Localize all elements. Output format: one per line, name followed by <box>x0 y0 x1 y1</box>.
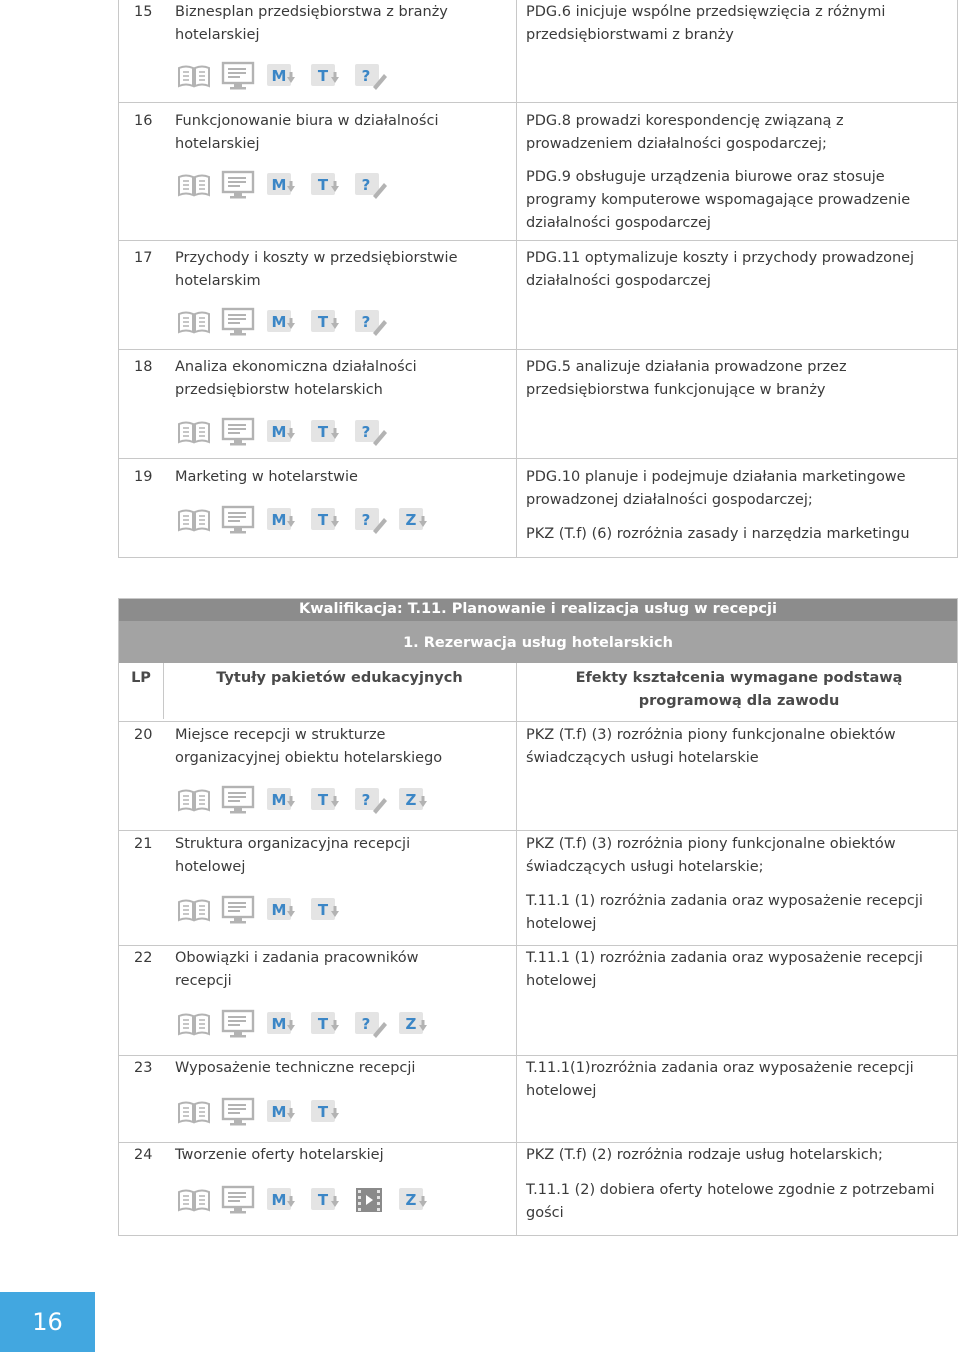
learning-effect: PDG.6 inicjuje wspólne przedsięwzięcia z różnymi przedsiębiorstwami z branży <box>526 4 886 43</box>
icon-letter: ? <box>361 791 371 809</box>
book-icon[interactable] <box>177 1097 211 1127</box>
z-download-icon[interactable] <box>397 1185 431 1215</box>
monitor-icon[interactable] <box>221 505 255 535</box>
column-divider <box>516 663 517 1235</box>
book-icon[interactable] <box>177 505 211 535</box>
row-number: 18 <box>134 359 153 375</box>
learning-effect: PDG.8 prowadzi korespondencję związaną z prowadzeniem działalności gospodarczej; <box>526 113 844 152</box>
bottom-table <box>118 598 958 1236</box>
row-number: 17 <box>134 250 153 266</box>
package-title: Miejsce recepcji w strukturze organizacyjnej obiektu hotelarskiego <box>175 727 443 766</box>
book-icon[interactable] <box>177 785 211 815</box>
learning-effect: PDG.9 obsługuje urządzenia biurowe oraz stosuje programy komputerowe wspomagające prowadzenie działalności gospodarczej <box>526 169 911 231</box>
monitor-icon[interactable] <box>221 307 255 337</box>
m-download-icon[interactable] <box>265 61 299 91</box>
column-header-titles: Tytuły pakietów edukacyjnych <box>216 670 463 686</box>
z-download-icon[interactable] <box>397 505 431 535</box>
icon-letter: M <box>271 1191 287 1209</box>
film-icon[interactable] <box>353 1185 387 1215</box>
book-icon[interactable] <box>177 61 211 91</box>
icon-letter: M <box>271 511 287 529</box>
t-download-icon[interactable] <box>309 417 343 447</box>
m-download-icon[interactable] <box>265 417 299 447</box>
resource-icons <box>177 505 441 535</box>
learning-effect: T.11.1 (2) dobiera oferty hotelowe zgodnie z potrzebami gości <box>526 1182 935 1221</box>
t-download-icon[interactable] <box>309 1009 343 1039</box>
column-header-lp: LP <box>131 670 151 686</box>
book-icon[interactable] <box>177 307 211 337</box>
z-download-icon[interactable] <box>397 785 431 815</box>
icon-letter: ? <box>361 1015 371 1033</box>
package-title: Obowiązki i zadania pracowników recepcji <box>175 950 419 989</box>
resource-icons <box>177 895 353 925</box>
qualification-title: Kwalifikacja: T.11. Planowanie i realizacja usług w recepcji <box>299 601 777 617</box>
monitor-icon[interactable] <box>221 1185 255 1215</box>
top-table <box>118 0 958 558</box>
m-download-icon[interactable] <box>265 505 299 535</box>
learning-effect: T.11.1 (1) rozróżnia zadania oraz wyposażenie recepcji hotelowej <box>526 893 923 932</box>
row-divider <box>119 240 957 241</box>
package-title: Tworzenie oferty hotelarskiej <box>175 1147 384 1163</box>
learning-effect: PKZ (T.f) (6) rozróżnia zasady i narzędzia marketingu <box>526 526 910 542</box>
learning-effect: PDG.5 analizuje działania prowadzone przez przedsiębiorstwa funkcjonujące w branży <box>526 359 847 398</box>
package-title: Biznesplan przedsiębiorstwa z branży hotelarskiej <box>175 4 448 43</box>
z-download-icon[interactable] <box>397 1009 431 1039</box>
row-divider <box>119 945 957 946</box>
resource-icons <box>177 307 397 337</box>
resource-icons <box>177 1009 441 1039</box>
question-edit-icon[interactable] <box>353 61 387 91</box>
row-number: 22 <box>134 950 153 966</box>
row-divider <box>119 1142 957 1143</box>
monitor-icon[interactable] <box>221 1097 255 1127</box>
icon-letter: ? <box>361 423 371 441</box>
question-edit-icon[interactable] <box>353 170 387 200</box>
question-edit-icon[interactable] <box>353 417 387 447</box>
icon-letter: Z <box>405 1191 417 1209</box>
icon-letter: ? <box>361 313 371 331</box>
icon-letter: T <box>317 791 329 809</box>
icon-letter: Z <box>405 1015 417 1033</box>
learning-effect: T.11.1(1)rozróżnia zadania oraz wyposażenie recepcji hotelowej <box>526 1060 914 1099</box>
monitor-icon[interactable] <box>221 417 255 447</box>
t-download-icon[interactable] <box>309 307 343 337</box>
book-icon[interactable] <box>177 895 211 925</box>
icon-letter: M <box>271 423 287 441</box>
column-divider <box>516 0 517 557</box>
icon-letter: T <box>317 511 329 529</box>
row-number: 16 <box>134 113 153 129</box>
icon-letter: M <box>271 901 287 919</box>
icon-letter: M <box>271 791 287 809</box>
learning-effect: PDG.10 planuje i podejmuje działania marketingowe prowadzonej działalności gospodarczej; <box>526 469 906 508</box>
question-edit-icon[interactable] <box>353 505 387 535</box>
question-edit-icon[interactable] <box>353 785 387 815</box>
section-subtitle: 1. Rezerwacja usług hotelarskich <box>403 635 673 651</box>
monitor-icon[interactable] <box>221 895 255 925</box>
row-number: 20 <box>134 727 153 743</box>
learning-effect: PKZ (T.f) (3) rozróżnia piony funkcjonalne obiektów świadczących usługi hotelarskie; <box>526 836 896 875</box>
monitor-icon[interactable] <box>221 170 255 200</box>
t-download-icon[interactable] <box>309 505 343 535</box>
book-icon[interactable] <box>177 1009 211 1039</box>
book-icon[interactable] <box>177 1185 211 1215</box>
row-divider <box>119 830 957 831</box>
learning-effect: PKZ (T.f) (2) rozróżnia rodzaje usług hotelarskich; <box>526 1147 883 1163</box>
icon-letter: M <box>271 1103 287 1121</box>
m-download-icon[interactable] <box>265 785 299 815</box>
t-download-icon[interactable] <box>309 1097 343 1127</box>
row-number: 15 <box>134 4 153 20</box>
row-number: 21 <box>134 836 153 852</box>
t-download-icon[interactable] <box>309 785 343 815</box>
resource-icons <box>177 170 397 200</box>
question-edit-icon[interactable] <box>353 307 387 337</box>
section-header <box>119 599 957 663</box>
package-title: Marketing w hotelarstwie <box>175 469 358 485</box>
icon-letter: T <box>317 313 329 331</box>
monitor-icon[interactable] <box>221 61 255 91</box>
row-number: 23 <box>134 1060 153 1076</box>
m-download-icon[interactable] <box>265 895 299 925</box>
icon-letter: T <box>317 1015 329 1033</box>
t-download-icon[interactable] <box>309 1185 343 1215</box>
m-download-icon[interactable] <box>265 1097 299 1127</box>
icon-letter: ? <box>361 176 371 194</box>
icon-letter: M <box>271 313 287 331</box>
resource-icons <box>177 1185 441 1215</box>
icon-letter: T <box>317 423 329 441</box>
resource-icons <box>177 785 441 815</box>
m-download-icon[interactable] <box>265 1009 299 1039</box>
row-number: 19 <box>134 469 153 485</box>
package-title: Analiza ekonomiczna działalności przedsiębiorstw hotelarskich <box>175 359 417 398</box>
m-download-icon[interactable] <box>265 1185 299 1215</box>
learning-effect: T.11.1 (1) rozróżnia zadania oraz wyposażenie recepcji hotelowej <box>526 950 923 989</box>
icon-letter: T <box>317 1191 329 1209</box>
icon-letter: M <box>271 176 287 194</box>
icon-letter: Z <box>405 511 417 529</box>
t-download-icon[interactable] <box>309 895 343 925</box>
learning-effect: PKZ (T.f) (3) rozróżnia piony funkcjonalne obiektów świadczących usługi hotelarskie <box>526 727 896 766</box>
monitor-icon[interactable] <box>221 1009 255 1039</box>
icon-letter: M <box>271 67 287 85</box>
icon-letter: T <box>317 176 329 194</box>
package-title: Struktura organizacyjna recepcji hotelowej <box>175 836 411 875</box>
question-edit-icon[interactable] <box>353 1009 387 1039</box>
icon-letter: Z <box>405 791 417 809</box>
m-download-icon[interactable] <box>265 170 299 200</box>
m-download-icon[interactable] <box>265 307 299 337</box>
t-download-icon[interactable] <box>309 170 343 200</box>
icon-letter: ? <box>361 511 371 529</box>
icon-letter: T <box>317 67 329 85</box>
book-icon[interactable] <box>177 417 211 447</box>
icon-letter: T <box>317 1103 329 1121</box>
column-header-effects: Efekty kształcenia wymagane podstawą programową dla zawodu <box>575 670 903 709</box>
row-divider <box>119 349 957 350</box>
t-download-icon[interactable] <box>309 61 343 91</box>
package-title: Wyposażenie techniczne recepcji <box>175 1060 416 1076</box>
book-icon[interactable] <box>177 170 211 200</box>
icon-letter: M <box>271 1015 287 1033</box>
package-title: Funkcjonowanie biura w działalności hotelarskiej <box>175 113 439 152</box>
row-divider <box>119 1055 957 1056</box>
row-number: 24 <box>134 1147 153 1163</box>
page-number: 16 <box>0 1292 95 1352</box>
resource-icons <box>177 61 397 91</box>
row-divider <box>119 721 957 722</box>
row-divider <box>119 458 957 459</box>
package-title: Przychody i koszty w przedsiębiorstwie hotelarskim <box>175 250 458 289</box>
row-divider <box>119 102 957 103</box>
learning-effect: PDG.11 optymalizuje koszty i przychody prowadzonej działalności gospodarczej <box>526 250 915 289</box>
monitor-icon[interactable] <box>221 785 255 815</box>
resource-icons <box>177 1097 353 1127</box>
icon-letter: ? <box>361 67 371 85</box>
resource-icons <box>177 417 397 447</box>
icon-letter: T <box>317 901 329 919</box>
